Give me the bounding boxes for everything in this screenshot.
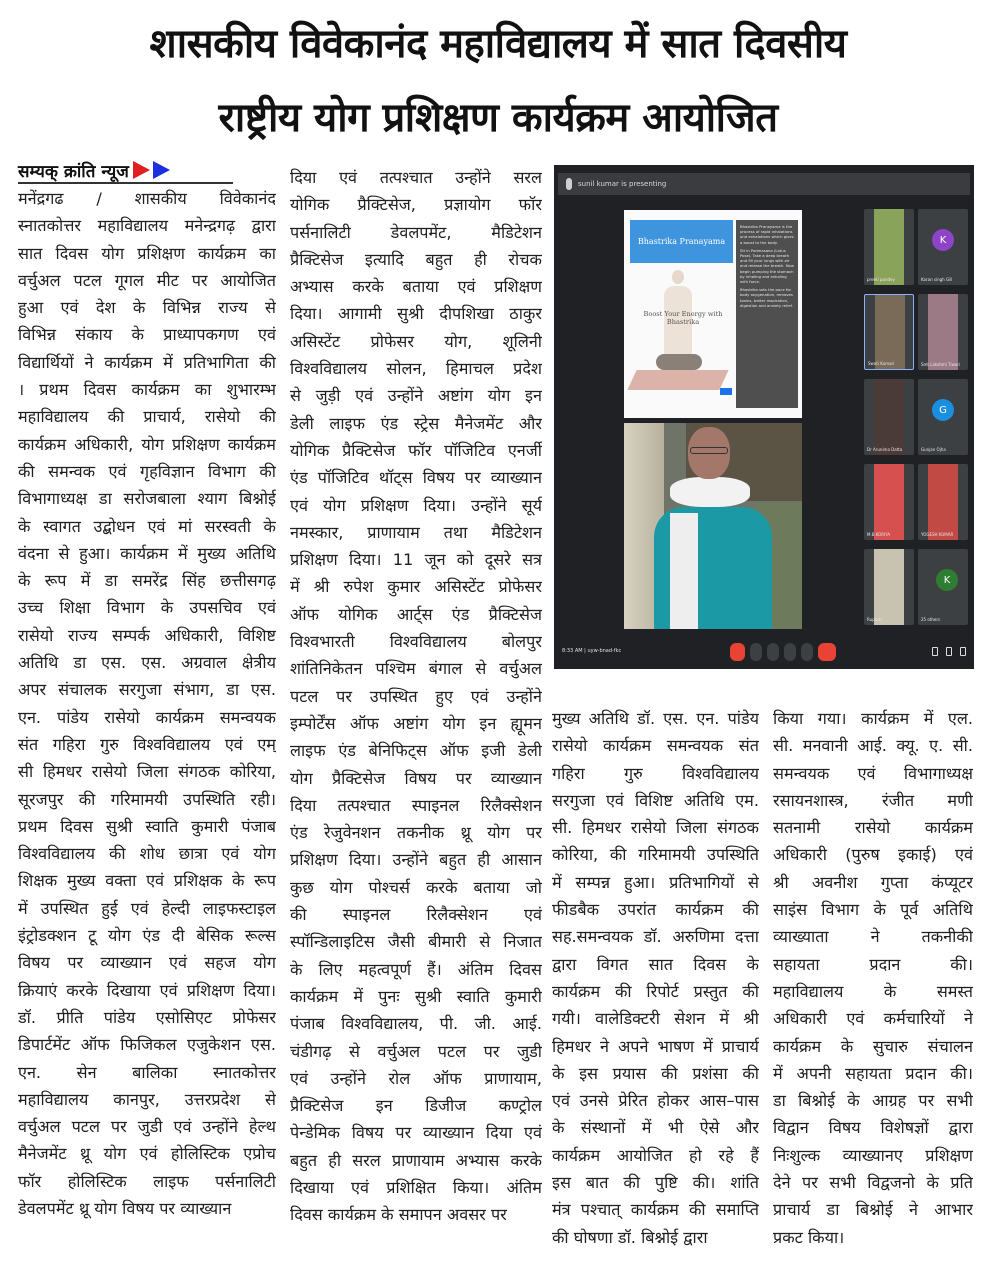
- article-line: समन्वयक एवं विभागाध्यक्ष: [773, 763, 973, 783]
- article-column-1: [18, 185, 276, 1222]
- article-line: लाइफ एंड बेनिफिट्स ऑफ इजी डेली: [290, 741, 542, 761]
- participant-name: Smt.Lakshmi Tiwari: [921, 362, 961, 367]
- article-line: क्रियाएं करके दिखाया एवं प्रशिक्षण दिया।: [18, 980, 276, 1000]
- blue-arrow-icon: [153, 161, 170, 179]
- article-line: विभिन्न संकाय के प्राध्यापकगण एवं: [18, 325, 276, 345]
- article-line: विभागाध्यक्ष डा सरोजबाला श्याग बिश्नोई: [18, 489, 276, 509]
- article-line: साइंस विभाग के पूर्व अतिथि: [773, 900, 973, 920]
- article-line: की स्पाइनल रिलैक्सेशन एवं: [290, 905, 542, 925]
- article-line: में अपनी सहायता प्रदान की।: [773, 1063, 973, 1083]
- article-line: एंड पॉजिटिव थॉट्स विषय पर व्याख्यान: [290, 468, 542, 488]
- article-line: कार्यक्रम आयोजित हो रहे हैं: [552, 1145, 759, 1165]
- article-line: अभ्यास करके बताया एवं प्रशिक्षण: [290, 277, 542, 297]
- participant-video: [928, 294, 958, 370]
- article-line: व्याख्याता ने तकनीकी: [773, 927, 973, 947]
- article-line: प्रथम दिवस सुश्री स्वाति कुमारी पंजाब: [18, 816, 276, 836]
- more-options-icon: [801, 643, 813, 661]
- article-line: किया गया। कार्यक्रम में एल.: [773, 709, 973, 728]
- article-line: अपर संचालक सरगुजा संभाग, डा एस.: [18, 680, 276, 700]
- participant-name: preeti pandey: [867, 277, 895, 282]
- participant-tile: [918, 464, 968, 540]
- article-line: अधिकारी एवं कर्मचारियों ने: [773, 1009, 973, 1029]
- participant-avatar: K: [932, 229, 954, 251]
- presenting-label: sunil kumar is presenting: [578, 180, 667, 188]
- article-line: प्रकट किया।: [773, 1227, 845, 1247]
- slide-title-box: [630, 220, 733, 263]
- article-line: एवं उनसे प्रेरित होकर आस–पास: [552, 1091, 759, 1111]
- article-line: दिया एवं तत्पश्चात उन्होंने सरल: [290, 168, 542, 187]
- presenting-banner: [558, 173, 970, 195]
- participant-name: Rupesh: [867, 617, 882, 622]
- slide-bullet: Bhastrika sets the pace for body oxygenation, removes toxins, better respiration, digestion and anxiety relief.: [740, 287, 793, 308]
- participant-tile: [918, 294, 968, 370]
- article-line: में श्री रुपेश कुमार असिस्टेंट प्रोफेसर: [290, 577, 542, 597]
- participant-tile: [864, 209, 914, 285]
- participant-tile: [864, 549, 914, 625]
- participant-name: M.B.KORIYA: [867, 532, 891, 537]
- article-line: सी. हिमधर रासेयो जिला संगठक: [552, 818, 759, 838]
- article-line: रासेयो राज्य सम्पर्क अधिकारी, विशिष्ट: [18, 625, 276, 645]
- article-line: मनेंद्रगढ / शासकीय विवेकानंद: [18, 189, 276, 208]
- article-line: ऑफ योगिक आर्ट्स एंड प्रैक्टिसेज: [290, 604, 542, 624]
- article-line: विषय पर व्याख्यान एवं सहज योग: [18, 953, 276, 973]
- article-line: विद्वान विषय विशेषज्ञों द्वारा: [773, 1118, 973, 1138]
- meet-control-bar: [554, 635, 974, 669]
- present-icon: [784, 643, 796, 661]
- article-line: वर्चुअल पटल गूगल मीट पर आयोजित: [18, 270, 276, 290]
- participant-tile: [918, 379, 968, 455]
- article-line: सात दिवस योग प्रशिक्षण कार्यक्रम का: [18, 243, 276, 263]
- mic-off-icon: [730, 643, 745, 661]
- participant-name: Gunjan Ojha: [921, 447, 946, 452]
- article-line: असिस्टेंट प्रोफेसर योग, शूलिनी: [290, 331, 542, 351]
- article-line: पटल पर उपस्थित हुए एवं उन्होंने: [290, 686, 542, 706]
- meeting-time: 8:33 AM | uyw-bnad-fkc: [562, 648, 622, 654]
- article-line: के लिए महत्वपूर्ण हैं। अंतिम दिवस: [290, 959, 542, 979]
- slide-overlay-text: Boost Your Energy with Bhastrika: [643, 310, 723, 326]
- article-line: श्री अवनीश गुप्ता कंप्यूटर: [773, 872, 973, 892]
- article-line: पेन्डेमिक विषय पर व्याख्यान दिया एवं: [290, 1123, 542, 1143]
- slide-bullet: Sit in Padmasana (Lotus Pose). Take a deep breath and fill your lungs with air and release the breath. Now begin pumping the stomach by inhaling and exhaling with force.: [740, 247, 794, 285]
- article-line: देने पर सभी विद्वजनो के प्रति: [773, 1173, 973, 1193]
- article-line: स्पॉन्डिलाइटिस जैसी बीमारी से निजात: [290, 932, 542, 952]
- article-line: वर्चुअल पटल पर जुडी एवं उन्होंने हेल्थ: [18, 1117, 276, 1137]
- article-line: इंट्रोडक्शन टू योग एंड दी बेसिक रूल्स: [18, 926, 276, 946]
- article-line: में सम्पन्न हुआ। प्रतिभागियों से: [552, 872, 759, 892]
- article-line: डिपार्टमेंट ऑफ फिजिकल एजुकेशन एस.: [18, 1035, 276, 1055]
- article-line: गहिरा गुरु विश्वविद्यालय: [552, 763, 759, 783]
- article-line: महाविद्यालय कानपुर, उत्तरप्रदेश से: [18, 1089, 276, 1109]
- article-line: मुख्य अतिथि डॉ. एस. एन. पांडेय: [552, 709, 759, 728]
- article-line: महाविद्यालय की प्राचार्य, रासेयो की: [18, 407, 276, 427]
- article-line: स्नातकोत्तर महाविद्यालय मनेन्द्रगढ़ द्वारा: [18, 216, 276, 236]
- article-line: सरगुजा एवं विशिष्ट अतिथि एम.: [552, 790, 759, 810]
- article-line: दिया। आगामी सुश्री दीपशिखा ठाकुर: [290, 304, 542, 324]
- article-line: पर्सनालिटी डेवलपमेंट, मैडिटेशन: [290, 222, 542, 242]
- article-line: एन. पांडेय रासेयो कार्यक्रम समन्वयक: [18, 707, 276, 727]
- article-line: दिवस कार्यक्रम के समापन अवसर पर: [290, 1205, 507, 1225]
- article-line: पंजाब विश्वविद्यालय, पी. जी. आई.: [290, 1014, 542, 1034]
- article-line: के स्वागत उद्बोधन एवं मां सरस्वती के: [18, 516, 276, 536]
- headline-line-2: राष्ट्रीय योग प्रशिक्षण कार्यक्रम आयोजित: [218, 95, 778, 141]
- presenter-icon: [566, 178, 572, 190]
- participant-video: [874, 464, 904, 540]
- article-line: योगिक प्रैक्टिसेज, प्रज्ञायोग फॉर: [290, 195, 542, 215]
- article-line: विश्वविद्यालय की शोध छात्रा एवं योग: [18, 844, 276, 864]
- participant-tile: [864, 379, 914, 455]
- article-line: कार्यक्रम में पुनः सुश्री स्वाति कुमारी: [290, 986, 542, 1006]
- participant-name: 25 others: [921, 617, 941, 622]
- participant-video: [875, 295, 905, 370]
- article-line: अधिकारी (पुरुष इकाई) एवं: [773, 845, 973, 865]
- article-line: मंत्र पश्चात् कार्यक्रम की समाप्ति: [552, 1200, 759, 1220]
- article-line: में उपस्थित हुई एवं हेल्दी लाइफस्टाइल: [18, 898, 276, 918]
- participant-avatar: K: [936, 569, 958, 591]
- article-line: फीडबैक उपरांत कार्यक्रम की: [552, 900, 759, 920]
- article-line: के रूप में डा समरेंद्र सिंह छत्तीसगढ़: [18, 571, 276, 591]
- article-column-3: [552, 705, 759, 1251]
- leave-call-icon: [818, 643, 836, 661]
- article-line: शिक्षक मुख्य वक्ता एवं प्रशिक्षक के रूप: [18, 871, 276, 891]
- article-line: उच्च शिक्षा विभाग के उपसचिव एवं: [18, 598, 276, 618]
- byline-underline: [18, 182, 233, 184]
- article-line: कोरिया, की गरिमामयी उपस्थिति: [552, 845, 759, 865]
- article-line: एवं योग प्रशिक्षण दिया। उन्होंने सूर्य: [290, 495, 542, 515]
- article-line: दिखाया एवं प्रशिक्षित किया। अंतिम: [290, 1177, 542, 1197]
- speaker-video: [624, 423, 802, 629]
- presentation-slide: [624, 210, 802, 418]
- slide-bullet: Bhastrika Pranayama is the process of rapid inhalations and exhalations which gives a boost to the body.: [740, 224, 794, 245]
- captions-icon: [767, 643, 779, 661]
- red-arrow-icon: [133, 161, 150, 179]
- article-column-4: [773, 705, 973, 1251]
- article-line: कार्यक्रम की रिपोर्ट प्रस्तुत की: [552, 981, 759, 1001]
- article-line: सी हिमधर रासेयो जिला संगठक कोरिया,: [18, 762, 276, 782]
- article-line: की समन्वक एवं गृहविज्ञान विभाग की: [18, 461, 276, 481]
- article-line: वंदना से हुआ। कार्यक्रम में मुख्य अतिथि: [18, 543, 276, 563]
- participant-video: [928, 464, 958, 540]
- article-line: संत गहिरा गुरु विश्वविद्यालय एवं एम्: [18, 734, 276, 754]
- article-line: डा बिश्नोई के आग्रह पर सभी: [773, 1091, 973, 1111]
- article-line: सतनामी रासेयो कार्यक्रम: [773, 818, 973, 838]
- article-line: नमस्कार, प्राणायाम तथा मैडिटेशन: [290, 522, 542, 542]
- participant-video: [874, 209, 904, 285]
- participant-name: YOGESH KUMAR: [921, 532, 954, 537]
- article-line: डेली लाइफ एंड स्ट्रेस मैनेजमेंट और: [290, 413, 542, 433]
- article-line: बहुत ही सरल प्राणायाम अभ्यास करके: [290, 1150, 542, 1170]
- participant-tile: [864, 294, 914, 370]
- article-line: एंड रेजुवेनशन तकनीक थ्रू योग पर: [290, 823, 542, 843]
- headline-line-1: शासकीय विवेकानंद महाविद्यालय में सात दिवसीय: [149, 21, 847, 67]
- article-line: योग प्रैक्टिसेज विषय पर व्याख्यान: [290, 768, 542, 788]
- article-line: शांतिनिकेतन पश्चिम बंगाल से वर्चुअल: [290, 659, 542, 679]
- article-line: योगिक प्रैक्टिसेज फॉर पॉजिटिव एनर्जी: [290, 440, 542, 460]
- article-line: विद्यार्थियों ने कार्यक्रम में प्रतिभागिता की: [18, 352, 276, 372]
- participant-avatar: G: [932, 399, 954, 421]
- article-line: प्रैक्टिसेज इत्यादि बहुत ही रोचक: [290, 249, 542, 269]
- article-line: महाविद्यालय के समस्त: [773, 981, 973, 1001]
- info-icon: [932, 647, 938, 656]
- chat-icon: [960, 647, 966, 656]
- article-line: एन. सेन बालिका स्नातकोत्तर: [18, 1062, 276, 1082]
- article-line: सी. मनवानी आई. क्यू. ए. सी.: [773, 736, 973, 756]
- article-line: विश्वभारती विश्वविद्यालय बोलपुर: [290, 632, 542, 652]
- article-line: सहायता प्रदान की।: [773, 954, 973, 974]
- participant-name: Karan singh Gill: [921, 277, 953, 282]
- camera-icon: [750, 643, 762, 661]
- article-line: डॉ. प्रीति पांडेय एसोसिएट प्रोफेसर: [18, 1007, 276, 1027]
- article-line: विश्वविद्यालय सोलन, हिमाचल प्रदेश: [290, 359, 542, 379]
- byline: [18, 156, 170, 184]
- participant-tile: [864, 464, 914, 540]
- article-line: । प्रथम दिवस कार्यक्रम का शुभारम्भ: [18, 380, 276, 400]
- article-line: के संस्थानों में भी ऐसे और: [552, 1118, 759, 1138]
- article-line: रसायनशास्त्र, रंजीत मणी: [773, 790, 973, 810]
- article-line: कार्यक्रम अधिकारी, योग प्रशिक्षण कार्यक्रम: [18, 434, 276, 454]
- article-line: हुआ एवं देश के विभिन्न राज्य से: [18, 298, 276, 318]
- article-line: सह.समन्वयक डॉ. अरुणिमा दत्ता: [552, 927, 759, 947]
- article-column-2: [290, 164, 542, 1229]
- article-line: दिया तत्पश्चात स्पाइनल रिलैक्सेशन: [290, 795, 542, 815]
- participant-video: [874, 549, 904, 625]
- participant-name: Dr Arunima Datta: [867, 447, 903, 452]
- slide-title: Bhastrika Pranayama: [637, 237, 726, 246]
- article-line: कार्यक्रम के सुचारु संचालन: [773, 1036, 973, 1056]
- article-line: फॉर होलिस्टिक लाइफ पर्सनालिटी: [18, 1171, 276, 1191]
- slide-stop-button: [720, 388, 732, 395]
- article-line: एवं उन्होंने रोल ऑफ प्राणायाम,: [290, 1068, 542, 1088]
- news-source: सम्यक् क्रांति न्यूज: [18, 161, 129, 182]
- article-line: गयी। वालेडिक्टरी सेशन में श्री: [552, 1009, 759, 1029]
- article-line: प्रशिक्षण दिया। उन्होंने बहुत ही आसान: [290, 850, 542, 870]
- article-line: द्वारा विगत सात दिवस के: [552, 954, 759, 974]
- article-line: इस बात की पुष्टि की। शांति: [552, 1173, 759, 1193]
- participant-tile: [918, 549, 968, 625]
- article-line: की घोषणा डॉ. बिश्नोई द्वारा: [552, 1227, 708, 1247]
- article-line: प्रैक्टिसेज इन डिजीज कण्ट्रोल: [290, 1096, 542, 1116]
- article-line: अतिथि डा एस. एस. अग्रवाल क्षेत्रीय: [18, 653, 276, 673]
- article-line: डेवलपमेंट थ्रू योग विषय पर व्याख्यान: [18, 1198, 232, 1218]
- article-line: से जुड़ी एवं उन्होंने अष्टांग योग इन: [290, 386, 542, 406]
- article-line: इम्पोर्टेंस ऑफ अष्टांग योग इन ह्यूमन: [290, 713, 542, 733]
- slide-bullets: [736, 220, 798, 408]
- video-conference-photo: [554, 165, 974, 669]
- article-line: प्रशिक्षण दिया। 11 जून को दूसरे सत्र: [290, 550, 542, 570]
- article-line: प्राचार्य डा बिश्नोई ने आभार: [773, 1200, 973, 1220]
- participant-video: [874, 379, 904, 455]
- participant-name: Swati Kumari: [868, 361, 895, 366]
- article-line: चंडीगढ़ से वर्चुअल पटल पर जुडी: [290, 1041, 542, 1061]
- article-line: हिमधर ने अपने भाषण में प्राचार्य: [552, 1036, 759, 1056]
- people-icon: [946, 647, 952, 656]
- participant-tile: [918, 209, 968, 285]
- article-line: रासेयो कार्यक्रम समन्वयक संत: [552, 736, 759, 756]
- article-line: निःशुल्क व्याख्यानए प्रशिक्षण: [773, 1145, 973, 1165]
- article-line: सूरजपुर की गरिमामयी उपस्थिति रही।: [18, 789, 276, 809]
- article-line: मैनेजमेंट थ्रू योग एवं होलिस्टिक एप्रोच: [18, 1144, 276, 1164]
- article-line: के इस प्रयास की प्रशंसा की: [552, 1063, 759, 1083]
- article-line: कुछ योग पोश्चर्स करके बताया जो: [290, 877, 542, 897]
